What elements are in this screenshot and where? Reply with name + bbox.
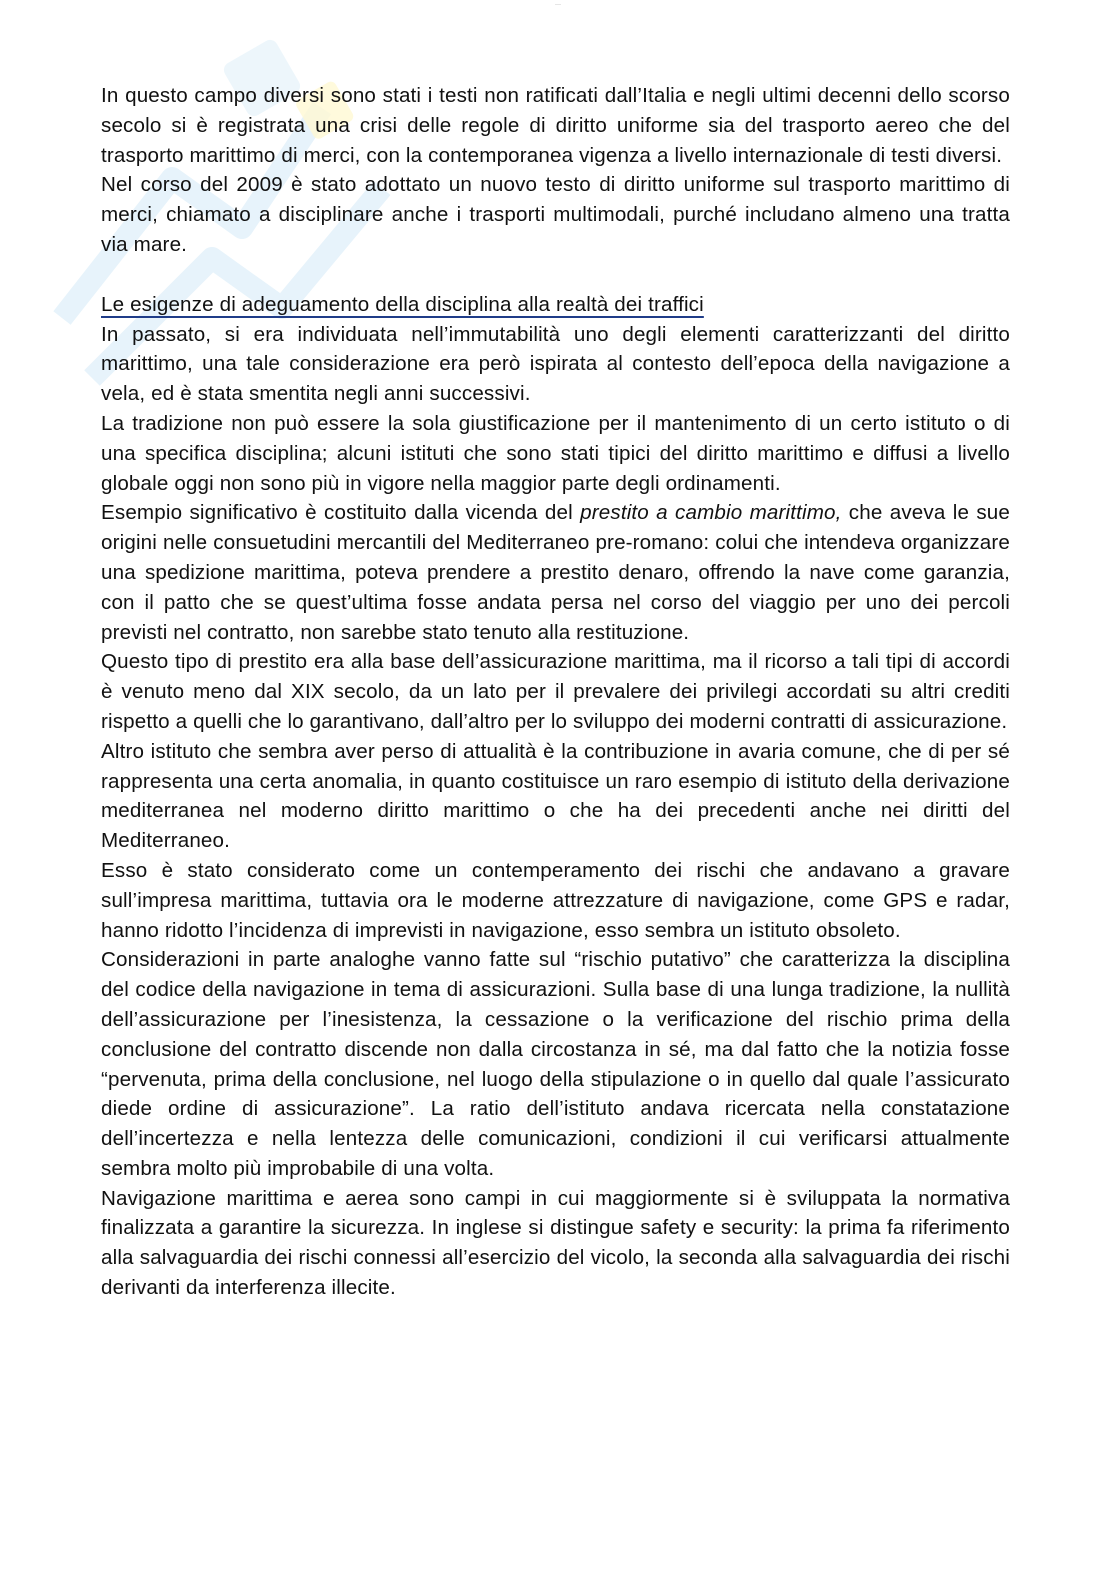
document-body xyxy=(101,81,1010,1303)
paragraph-7: Considerazioni in parte analoghe vanno fatte sul “rischio putativo” che caratterizza la disciplina del codice della navigazione in tema di assicurazioni. Sulla base di una lunga tradizione, la nullità dell’assicurazione per l’inesistenza, la cessazione o la verificazione del rischio prima della conclusione del contratto discende non dalla circostanza in sé, ma dal fatto che la notizia fosse “pervenuta, prima della conclusione, nel luogo della stipulazione o in quello dal quale l’assicurato diede ordine di assicurazione”. La ratio dell’istituto andava ricercata nella constatazione dell’incertezza e nella lentezza delle comunicazioni, condizioni il cui verificarsi attualmente sembra molto più improbabile di una volta. xyxy=(101,948,1010,1180)
paragraph-3 xyxy=(101,498,1010,647)
paragraph-3-rest: che aveva le sue origini nelle consuetudini mercantili del Mediterraneo pre-romano: colui che intendeva organizzare una spedizione marittima, poteva prendere a prestito denaro, offrendo la nave come garanzia, con il patto che se quest’ultima fosse andata persa nel corso del viaggio per uno dei percoli previsti nel contratto, non sarebbe stato tenuto alla restituzione. xyxy=(101,501,1010,644)
paragraph-2: La tradizione non può essere la sola giustificazione per il mantenimento di un certo istituto o di una specifica disciplina; alcuni istituti che sono stati tipici del diritto marittimo e diffusi a livello globale oggi non sono più in vigore nella maggior parte degli ordinamenti. xyxy=(101,411,1010,495)
paragraph-8: Navigazione marittima e aerea sono campi in cui maggiormente si è sviluppata la normativa finalizzata a garantire la sicurezza. In inglese si distingue safety e security: la prima fa riferimento alla salvaguardia dei rischi connessi all’esercizio del vicolo, la seconda alla salvaguardia dei rischi derivanti da interferenza illecite. xyxy=(101,1186,1010,1300)
paragraph-5: Altro istituto che sembra aver perso di attualità è la contribuzione in avaria comune, che di per sé rappresenta una certa anomalia, in quanto costituisce un raro esempio di istituto della derivazione mediterranea nel moderno diritto marittimo o che ha dei precedenti anche nei diritti del Mediterraneo. xyxy=(101,739,1010,853)
paragraph-3-italic-term: prestito a cambio marittimo, xyxy=(580,501,842,525)
intro-paragraph-1: In questo campo diversi sono stati i testi non ratificati dall’Italia e negli ultimi decenni dello scorso secolo si è registrata una crisi delle regole di diritto uniforme sia del trasporto aereo che del trasporto marittimo di merci, con la contemporanea vigenza a livello internazionale di testi diversi. xyxy=(101,84,1010,167)
paragraph-4: Questo tipo di prestito era alla base dell’assicurazione marittima, ma il ricorso a tali tipi di accordi è venuto meno dal XIX secolo, da un lato per il prevalere dei privilegi accordati su altri crediti rispetto a quelli che lo garantivano, dall’altro per lo sviluppo dei moderni contratti di assicurazione. xyxy=(101,650,1010,733)
section-heading: Le esigenze di adeguamento della disciplina alla realtà dei traffici xyxy=(101,292,704,316)
paragraph-1: In passato, si era individuata nell’immutabilità uno degli elementi caratterizzanti del diritto marittimo, una tale considerazione era però ispirata al contesto dell’epoca della navigazione a vela, ed è stata smentita negli anni successivi. xyxy=(101,322,1010,406)
paragraph-6: Esso è stato considerato come un contemperamento dei rischi che andavano a gravare sull’impresa marittima, tuttavia ora le moderne attrezzature di navigazione, come GPS e radar, hanno ridotto l’incidenza di imprevisti in navigazione, esso sembra un istituto obsoleto. xyxy=(101,858,1010,942)
section-spacer xyxy=(101,260,1010,290)
intro-paragraph-2: Nel corso del 2009 è stato adottato un nuovo testo di diritto uniforme sul trasporto marittimo di merci, chiamato a disciplinare anche i trasporti multimodali, purché includano almeno una tratta via mare. xyxy=(101,173,1010,256)
paragraph-3-lead: Esempio significativo è costituito dalla vicenda del xyxy=(101,501,581,525)
page-header-mark: — xyxy=(555,2,561,8)
